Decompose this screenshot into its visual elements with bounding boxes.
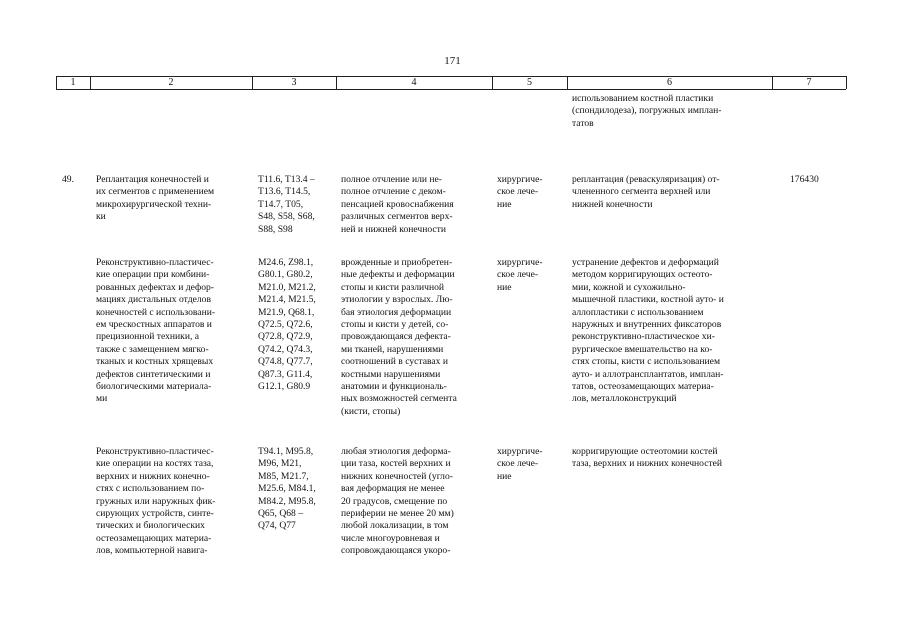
treatment-method: реплантация (реваскуляризация) от- члененного сегмента верхней или нижней конечности [572, 174, 720, 210]
row-number: 49. [62, 174, 74, 185]
table-header-rule [56, 89, 846, 90]
diagnosis-codes: T11.6, T13.4 – T13.6, T14.5, T14.7, T05, S48, S58, S68, S88, S98 [258, 174, 315, 235]
treatment-method: устранение дефектов и деформаций методом корригирующих остеото- мии, кожной и сухожильно- мышечной пластики, костной ауто- и аллопластики с использованием наружных и внутренних фиксаторов реконструктивно-пластическое хи- рургическое вмешательство на ко- стях стопы, кисти с использованием ауто- и аллотрансплантатов, имплан- татов, остеозамещающих материа- лов, металлоконструкций [572, 257, 724, 405]
patient-model: полное отчление или не- полное отчление с деком- пенсацией кровоснабжения различных сегментов верх- ней и нижней конечности [341, 174, 454, 235]
intervention-name: Реплантация конечностей и их сегментов с применением микрохирургической техни- ки [96, 174, 215, 223]
treatment-method: корригирующие остеотомии костей таза, верхних и нижних конечностей [572, 446, 723, 470]
column-header: 2 [168, 77, 174, 88]
treatment-type: хирургиче- ское лече- ние [497, 174, 543, 210]
column-header: 1 [70, 77, 76, 88]
page-number: 171 [444, 55, 461, 67]
patient-model: врожденные и приобретен- ные дефекты и деформации стопы и кисти различной этиологии у взрослых. Лю- бая этиология деформации стопы и кисти у детей, со- провождающаяся дефекта- ми тканей, нарушениями соотношений в суставах и костными нарушениями анатомии и функциональ- ных возможностей сегмента (кисти, стопы) [341, 257, 457, 417]
patient-model: любая этиология деформа- ции таза, костей верхних и нижних конечностей (угло- вая деформация не менее 20 градусов, смещение по периферии не менее 20 мм) любой локализации, в том числе многоуровневая и сопровождающаяся укоро- [341, 446, 454, 557]
intervention-name: Реконструктивно-пластичес- кие операции на костях таза, верхних и нижних конечно- стях с использованием по- гружных или наружных фик- сирующих устройств, синте- тических и биологических остеозамещающих материа- лов, компьютерной навига- [96, 446, 216, 557]
column-header: 6 [667, 77, 672, 88]
cost: 176430 [790, 174, 819, 185]
continuation-method: использованием костной пластики (спондилодеза), погружных имплан- татов [572, 93, 722, 129]
treatment-type: хирургиче- ское лече- ние [497, 257, 543, 293]
intervention-name: Реконструктивно-пластичес- кие операции при комбини- рованных дефектах и дефор- мациях дистальных отделов конечностей с использовани- ем чрескостных аппаратов и прецизионной техники, а также с замещением мягко- тканых и костных хрящевых дефектов синтетическими и биологическими материала- ми [96, 257, 216, 405]
column-header: 3 [291, 77, 297, 88]
column-divider [846, 76, 847, 89]
diagnosis-codes: T94.1, M95.8, M96, M21, M85, M21.7, M25.6, M84.1, M84.2, M95.8, Q65, Q68 – Q74, Q77 [258, 446, 316, 532]
column-header: 5 [527, 77, 532, 88]
diagnosis-codes: M24.6, Z98.1, G80.1, G80.2, M21.0, M21.2, M21.4, M21.5, M21.9, Q68.1, Q72.5, Q72.6, Q72.8, Q72.9, Q74.2, Q74.3, Q74.8, Q77.7, Q87.3, G11.4, G12.1, G80.9 [258, 257, 316, 393]
column-header: 4 [411, 77, 417, 88]
column-header: 7 [806, 77, 812, 88]
treatment-type: хирургиче- ское лече- ние [497, 446, 543, 482]
